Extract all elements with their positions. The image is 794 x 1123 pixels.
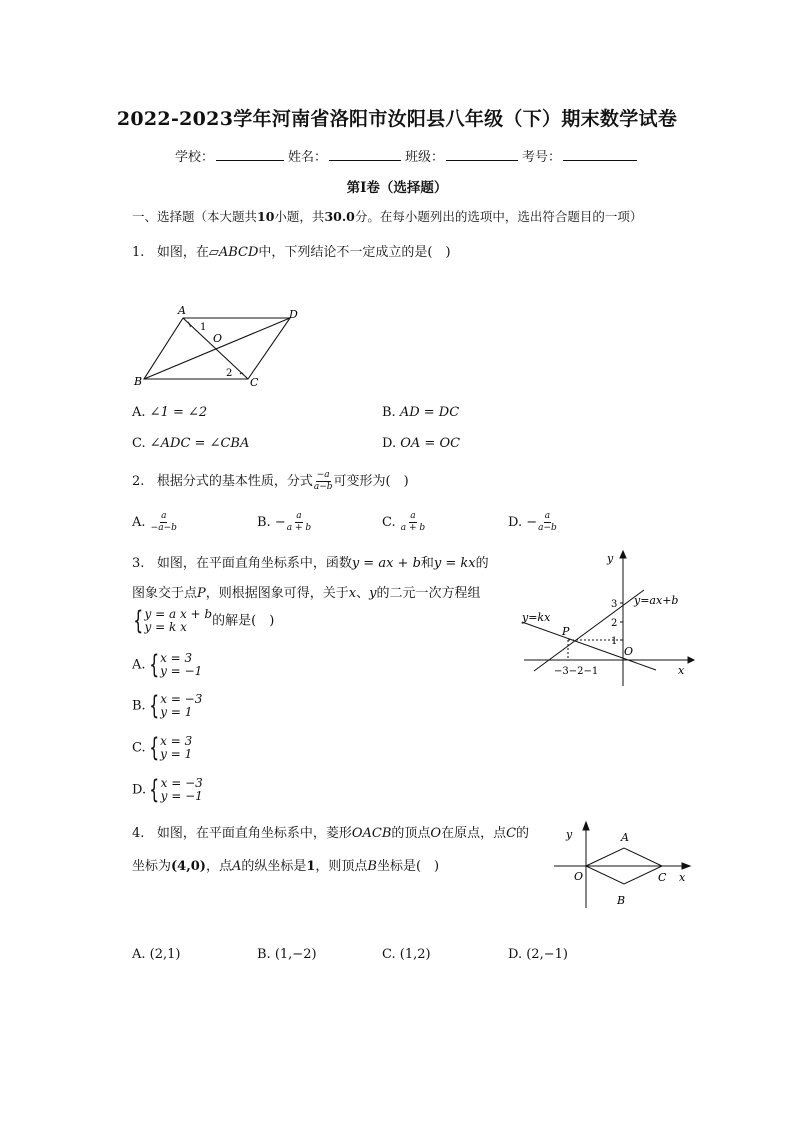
section-heading: 一、选择题（本大题共10小题，共30.0分。在每小题列出的选项中，选出符合题目的一项）: [132, 209, 643, 224]
y-tick-1: 1: [611, 636, 618, 647]
line-kx-label: y=kx: [522, 611, 551, 624]
rhombus-figure: [550, 818, 700, 914]
label-B: B: [134, 375, 143, 388]
student-info-row: [175, 146, 641, 165]
q4-option-d[interactable]: D. (2,−1): [508, 947, 568, 962]
name-label: 姓名：: [288, 150, 328, 165]
angle-2-label: 2: [226, 368, 233, 379]
q4-option-b[interactable]: B. (1,−2): [257, 947, 317, 962]
q4-origin-label: O: [574, 870, 584, 883]
school-label: 学校：: [175, 150, 215, 165]
q4-option-a[interactable]: A. (2,1): [132, 947, 181, 962]
question-2-stem: 2. 根据分式的基本性质，分式 $\frac{-a}{a-b}$ 可变形为( ): [132, 470, 409, 492]
q1-option-d[interactable]: D. OA = OC: [382, 436, 461, 451]
name-blank[interactable]: [329, 146, 401, 161]
label-O: O: [213, 332, 223, 345]
part-title: 第I卷（选择题）: [346, 180, 448, 196]
angle-1-label: 1: [200, 322, 207, 333]
class-label: 班级：: [405, 150, 445, 165]
q3-option-c[interactable]: C. { x = 3 y = 1: [132, 733, 193, 763]
question-1-stem: 1. 如图，在▱ABCD中，下列结论不一定成立的是( ): [132, 245, 451, 260]
q2-option-d[interactable]: D. − $\frac{a}{a-b}$: [508, 511, 557, 533]
number-blank[interactable]: [563, 146, 637, 161]
q3-option-a[interactable]: A. { x = 3 y = −1: [132, 650, 203, 680]
school-blank[interactable]: [216, 146, 284, 161]
x-axis-label: x: [678, 664, 685, 677]
parallelogram-figure: [128, 300, 308, 392]
y-axis-label: y: [607, 552, 614, 565]
vertex-C-label: C: [658, 871, 667, 884]
point-P-label: P: [562, 625, 570, 638]
linear-functions-graph: [516, 546, 700, 692]
q4-y-axis-label: y: [566, 828, 573, 841]
q2-option-c[interactable]: C. $\frac{a}{a + b}$: [382, 511, 426, 533]
q3-option-b[interactable]: B. { x = −3 y = 1: [132, 691, 203, 721]
q4-x-axis-label: x: [679, 871, 686, 884]
q1-option-a[interactable]: A. ∠1 = ∠2: [132, 405, 208, 420]
question-4-line2: 坐标为(4,0)，点A的纵坐标是1，则顶点B坐标是( ): [132, 859, 440, 874]
number-label: 考号：: [522, 150, 562, 165]
q1-option-b[interactable]: B. AD = DC: [382, 405, 460, 420]
origin-label: O: [624, 645, 634, 658]
class-blank[interactable]: [446, 146, 518, 161]
q2-option-b[interactable]: B. − $\frac{a}{a + b}$: [257, 511, 312, 533]
y-tick-3: 3: [611, 599, 618, 610]
line-ax-b-label: y=ax+b: [634, 594, 679, 607]
q2-option-a[interactable]: A. $\frac{a}{-a-b}$: [132, 511, 177, 533]
q4-option-c[interactable]: C. (1,2): [382, 947, 431, 962]
question-4-line1: 4. 如图，在平面直角坐标系中，菱形OACB的顶点O在原点，点C的: [132, 826, 530, 841]
exam-title: 2022-2023学年河南省洛阳市汝阳县八年级（下）期末数学试卷: [116, 108, 678, 130]
label-A: A: [178, 304, 186, 317]
question-3-line1: 3. 如图，在平面直角坐标系中，函数y = ax + b和y = kx的: [132, 556, 489, 571]
q1-option-c[interactable]: C. ∠ADC = ∠CBA: [132, 436, 250, 451]
q3-option-d[interactable]: D. { x = −3 y = −1: [132, 775, 203, 805]
y-tick-2: 2: [611, 618, 618, 629]
label-C: C: [250, 376, 259, 389]
vertex-B-label: B: [617, 894, 626, 907]
question-3-system: { y = a x + b y = k x 的解是( ): [133, 606, 275, 636]
x-tick-labels: −3−2−1: [554, 666, 599, 677]
vertex-A-label: A: [621, 831, 629, 844]
question-3-line2: 图象交于点P，则根据图象可得，关于x、y的二元一次方程组: [132, 586, 481, 601]
label-D: D: [289, 308, 298, 321]
q2-fraction: $\frac{-a}{a-b}$: [313, 470, 333, 492]
